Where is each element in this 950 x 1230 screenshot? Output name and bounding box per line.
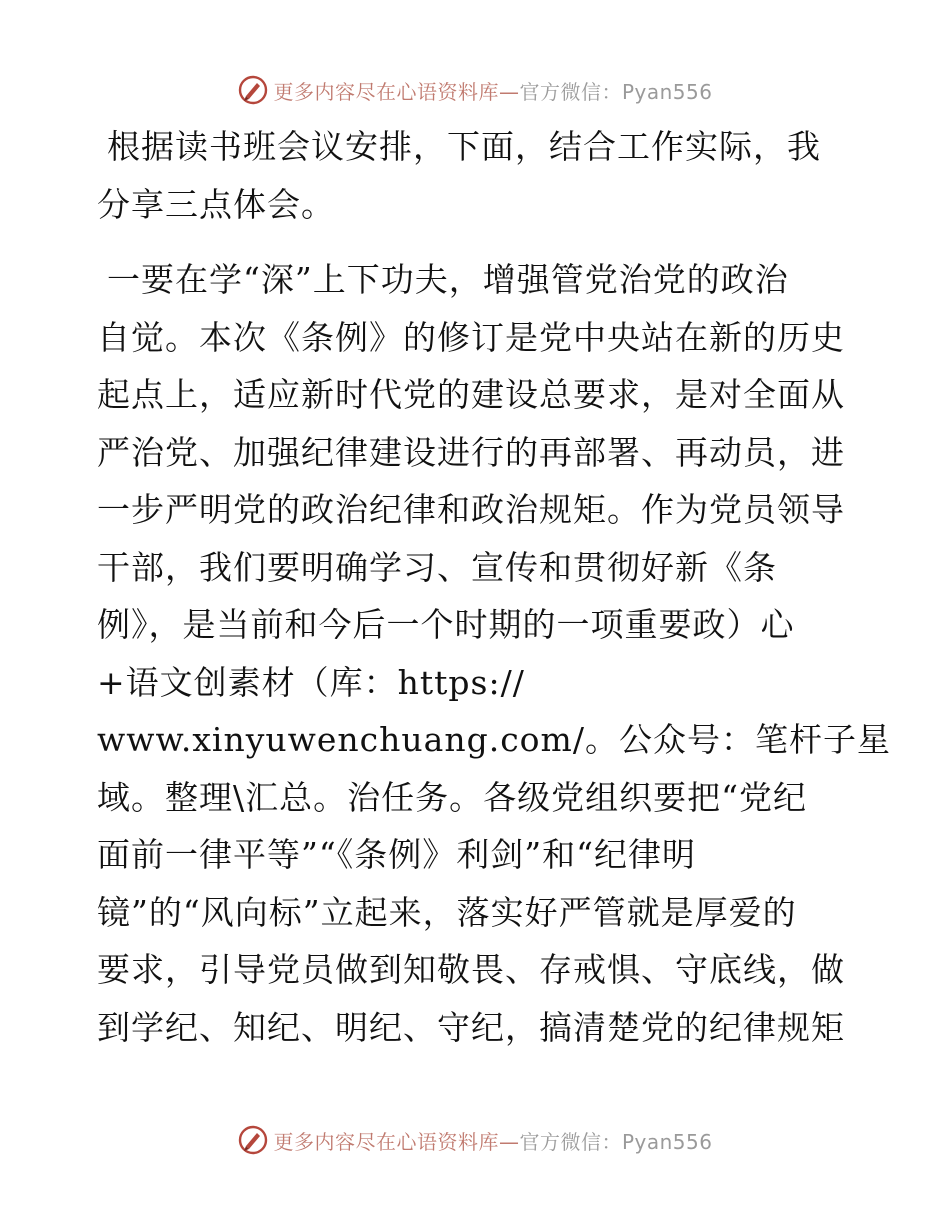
header-watermark-banner	[0, 70, 950, 110]
footer-wechat-id: 官方微信：Pyan556	[519, 1129, 713, 1154]
paragraph-intro	[97, 118, 857, 233]
text-line: www.xinyuwenchuang.com/。公众号：笔杆子星	[97, 720, 891, 759]
text-line: 镜”的“风向标”立起来，落实好严管就是厚爱的	[97, 892, 797, 932]
header-banner-text: 更多内容尽在心语资料库—官方微信：Pyan556	[273, 79, 713, 104]
header-wechat-id: 官方微信：Pyan556	[519, 79, 713, 104]
text-line: 一步严明党的政治纪律和政治规矩。作为党员领导	[97, 490, 845, 529]
footer-watermark-banner	[0, 1120, 950, 1160]
text-line: 到学纪、知纪、明纪、守纪，搞清楚党的纪律规矩	[97, 1007, 845, 1047]
text-line: 一要在学“深”上下功夫，增强管党治党的政治	[107, 260, 789, 299]
paragraph-point-one	[97, 251, 891, 1056]
text-line: 例》，是当前和今后一个时期的一项重要政）心	[97, 605, 795, 644]
footer-banner-text: 更多内容尽在心语资料库—官方微信：Pyan556	[273, 1129, 713, 1154]
text-line: 域。整理\汇总。治任务。各级党组织要把“党纪	[97, 777, 807, 817]
document-body	[97, 118, 891, 1056]
text-line: 严治党、加强纪律建设进行的再部署、再动员，进	[97, 432, 845, 472]
text-line: +语文创素材（库：https://	[97, 662, 525, 702]
pen-logo-icon	[237, 1124, 269, 1156]
text-line: 干部，我们要明确学习、宣传和贯彻好新《条	[97, 547, 777, 587]
text-line: 起点上，适应新时代党的建设总要求，是对全面从	[97, 375, 845, 414]
pen-logo-icon	[237, 74, 269, 106]
text-line: 面前一律平等”“《条例》利剑”和“纪律明	[97, 835, 696, 874]
text-line: 分享三点体会。	[97, 184, 335, 224]
text-line: 要求，引导党员做到知敬畏、存戒惧、守底线，做	[97, 950, 845, 989]
text-line: 根据读书班会议安排，下面，结合工作实际，我	[107, 127, 821, 166]
text-line: 自觉。本次《条例》的修订是党中央站在新的历史	[97, 317, 845, 357]
